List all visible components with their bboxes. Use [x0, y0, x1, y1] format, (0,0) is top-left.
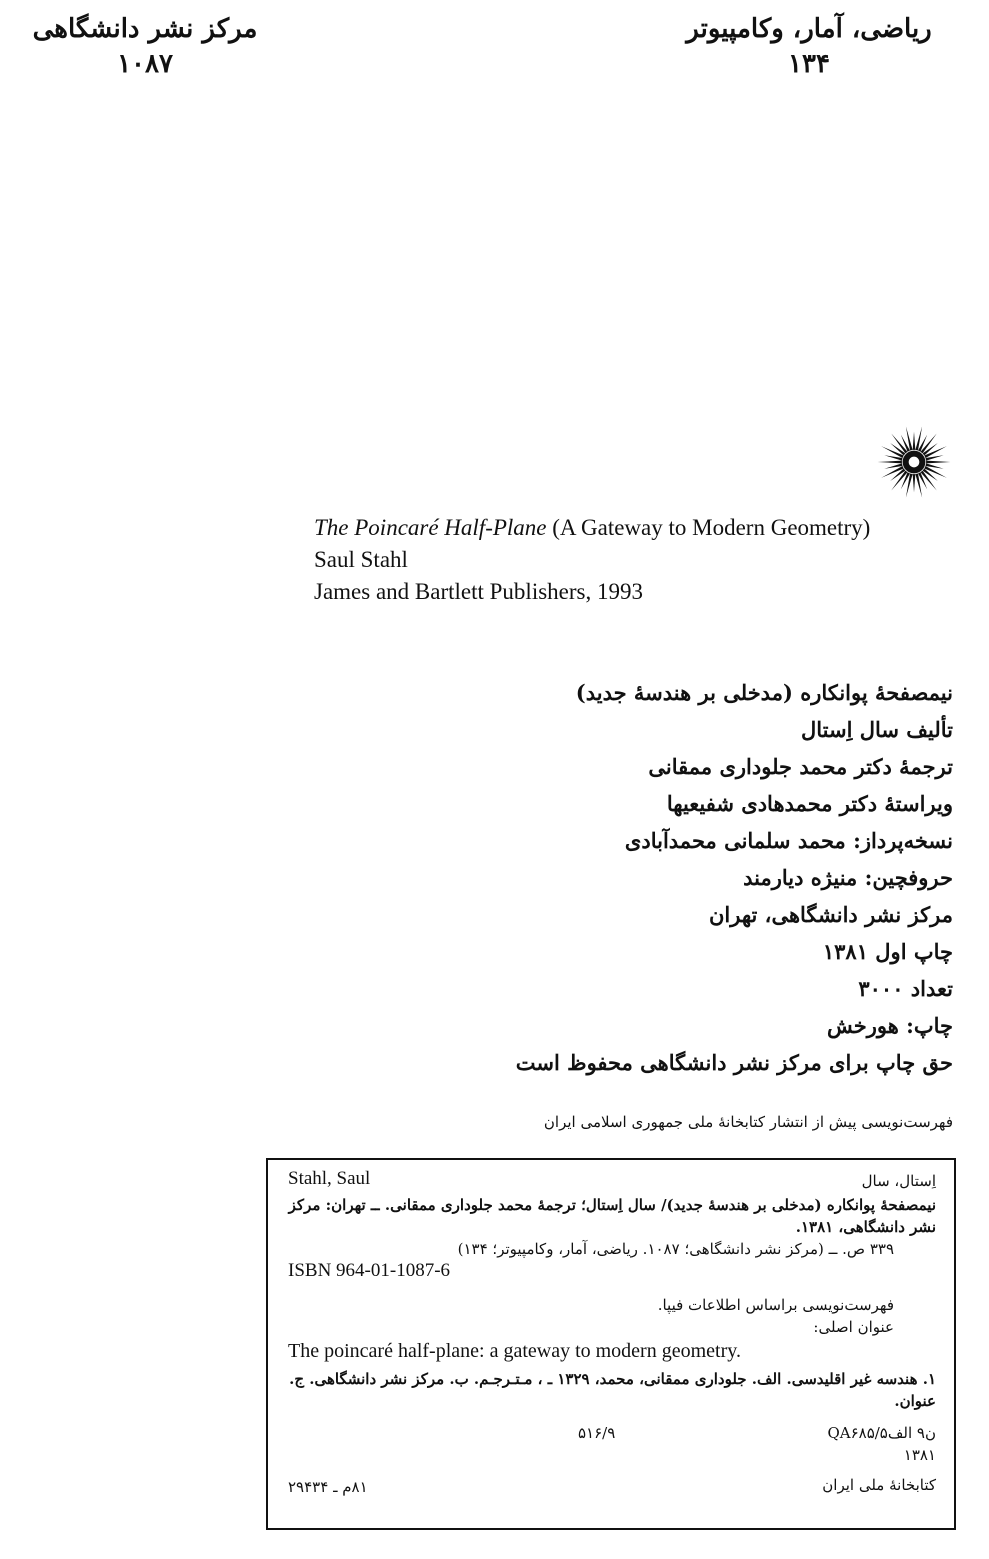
card-isbn: ISBN 964-01-1087-6	[288, 1260, 451, 1281]
card-basis-note: فهرست‌نویسی براساس اطلاعات فیپا.	[657, 1296, 894, 1314]
persian-typesetter: حروفچین: منیژه دیارمند	[743, 865, 953, 890]
english-title-line	[314, 512, 964, 544]
publisher-name: مرکز نشر دانشگاهی	[32, 14, 258, 44]
persian-copyright: حق چاپ برای مرکز نشر دانشگاهی محفوظ است	[515, 1050, 953, 1075]
persian-edition: چاپ اول ۱۳۸۱	[822, 939, 953, 964]
persian-author: تألیف سال اِستال	[800, 717, 953, 742]
card-call-number: QA۶۸۵/۵ن۹ الف	[827, 1424, 936, 1442]
catalog-card	[266, 1158, 956, 1530]
card-year: ۱۳۸۱	[903, 1446, 936, 1464]
card-original-title: The poincaré half-plane: a gateway to modern geometry.	[288, 1340, 741, 1362]
persian-printer: چاپ: هورخش	[826, 1013, 953, 1038]
card-author-persian: اِستال، سال	[861, 1172, 936, 1190]
card-title-entry: نیمصفحهٔ پوانکاره (مدخلی بر هندسهٔ جدید)/ سال اِستال؛ ترجمهٔ محمد جلوداری ممقانی. ــ تهران: مرکز نشر دانشگاهی، ۱۳۸۱.	[288, 1196, 936, 1236]
english-author: Saul Stahl	[314, 547, 408, 572]
english-subtitle: (A Gateway to Modern Geometry)	[552, 515, 871, 540]
card-original-title-label: عنوان اصلی:	[813, 1318, 894, 1336]
publisher-number: ۱۰۸۷	[117, 49, 173, 80]
series-number: ۱۳۴	[788, 49, 830, 80]
persian-editor: ویراستهٔ دکتر محمدهادی شفیعیها	[666, 791, 953, 816]
persian-copy-editor: نسخه‌پرداز: محمد سلمانی محمدآبادی	[624, 828, 953, 853]
publisher-emblem-icon	[876, 424, 952, 500]
english-bibliographic-block	[314, 512, 964, 608]
card-pages-series: ۳۳۹ ص. ــ (مرکز نشر دانشگاهی؛ ۱۰۸۷. ریاضی، آمار، وکامپیوتر؛ ۱۳۴)	[457, 1240, 894, 1258]
english-title: The Poincaré Half-Plane	[314, 515, 547, 540]
cip-heading: فهرست‌نویسی پیش از انتشار کتابخانهٔ ملی جمهوری اسلامی ایران	[543, 1113, 953, 1131]
series-header	[659, 12, 959, 82]
publisher-header	[30, 12, 260, 82]
persian-credits-block	[333, 674, 953, 1081]
card-subject-entries: ۱. هندسه غیر اقلیدسی. الف. جلوداری ممقانی، محمد، ۱۳۲۹ ـ ، مـتـرجـم. ب. مرکز نشر دانشگاهی. ج. عنوان.	[289, 1370, 936, 1410]
english-publisher: James and Bartlett Publishers, 1993	[314, 579, 643, 604]
persian-print-run: تعداد ۳۰۰۰	[858, 976, 953, 1001]
card-library-name: کتابخانهٔ ملی ایران	[822, 1476, 936, 1494]
card-record-number: ۸۱م ـ ۲۹۴۳۴	[288, 1478, 368, 1496]
series-name: ریاضی، آمار، وکامپیوتر	[686, 14, 932, 44]
persian-publisher-city: مرکز نشر دانشگاهی، تهران	[708, 902, 953, 927]
persian-title: نیمصفحهٔ پوانکاره (مدخلی بر هندسهٔ جدید)	[575, 680, 953, 705]
card-author-english: Stahl, Saul	[288, 1168, 371, 1189]
persian-translator: ترجمهٔ دکتر محمد جلوداری ممقانی	[648, 754, 953, 779]
card-dewey-number: ۵۱۶/۹	[578, 1424, 616, 1442]
